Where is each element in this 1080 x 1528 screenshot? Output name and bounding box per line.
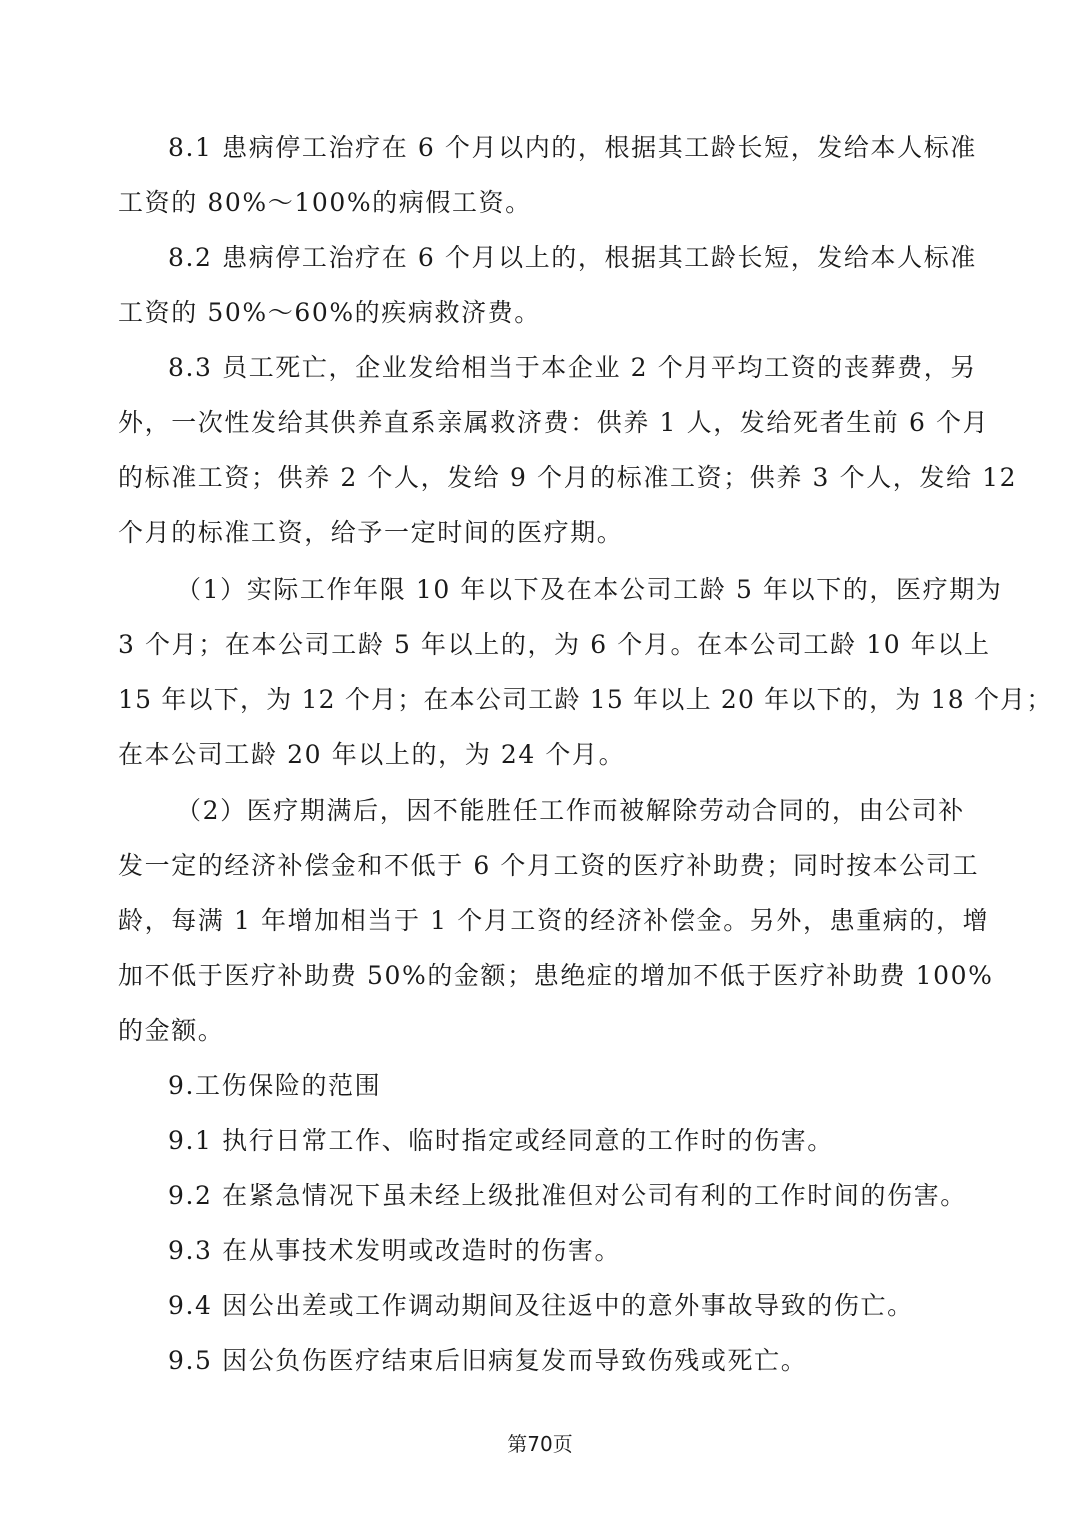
list-item: 9.4 因公出差或工作调动期间及往返中的意外事故导致的伤亡。 xyxy=(168,1291,914,1320)
paragraph-line: 工资的 80%～100%的病假工资。 xyxy=(118,188,532,217)
paragraph-line: 8.2 患病停工治疗在 6 个月以上的，根据其工龄长短，发给本人标准 xyxy=(168,243,977,272)
paragraph-line: 8.1 患病停工治疗在 6 个月以内的，根据其工龄长短，发给本人标准 xyxy=(168,133,977,162)
section-heading: 9.工伤保险的范围 xyxy=(168,1071,382,1100)
paragraph-line: 发一定的经济补偿金和不低于 6 个月工资的医疗补助费；同时按本公司工 xyxy=(118,851,980,880)
list-item: 9.2 在紧急情况下虽未经上级批准但对公司有利的工作时间的伤害。 xyxy=(168,1181,967,1210)
paragraph-line: 在本公司工龄 20 年以上的，为 24 个月。 xyxy=(118,740,626,769)
page-number: 第70页 xyxy=(507,1432,573,1456)
paragraph-line: 工资的 50%～60%的疾病救济费。 xyxy=(118,298,541,327)
paragraph-line: 外，一次性发给其供养直系亲属救济费：供养 1 人，发给死者生前 6 个月 xyxy=(118,408,990,437)
paragraph-line: 8.3 员工死亡，企业发给相当于本企业 2 个月平均工资的丧葬费，另 xyxy=(168,353,977,382)
paragraph-line: （1）实际工作年限 10 年以下及在本公司工龄 5 年以下的，医疗期为 xyxy=(176,575,1003,604)
paragraph-line: （2）医疗期满后，因不能胜任工作而被解除劳动合同的，由公司补 xyxy=(176,796,965,825)
paragraph-line: 个月的标准工资，给予一定时间的医疗期。 xyxy=(118,518,624,547)
list-item: 9.1 执行日常工作、临时指定或经同意的工作时的伤害。 xyxy=(168,1126,834,1155)
paragraph-line: 的金额。 xyxy=(118,1016,225,1045)
list-item: 9.3 在从事技术发明或改造时的伤害。 xyxy=(168,1236,622,1265)
paragraph-line: 的标准工资；供养 2 个人，发给 9 个月的标准工资；供养 3 个人，发给 12 xyxy=(118,463,1018,492)
paragraph-line: 龄，每满 1 年增加相当于 1 个月工资的经济补偿金。另外，患重病的，增 xyxy=(118,906,990,935)
paragraph-line: 15 年以下，为 12 个月；在本公司工龄 15 年以上 20 年以下的，为 18 个月； xyxy=(118,685,1053,714)
paragraph-line: 加不低于医疗补助费 50%的金额；患绝症的增加不低于医疗补助费 100% xyxy=(118,961,994,990)
paragraph-line: 3 个月；在本公司工龄 5 年以上的，为 6 个月。在本公司工龄 10 年以上 xyxy=(118,630,991,659)
list-item: 9.5 因公负伤医疗结束后旧病复发而导致伤残或死亡。 xyxy=(168,1346,808,1375)
